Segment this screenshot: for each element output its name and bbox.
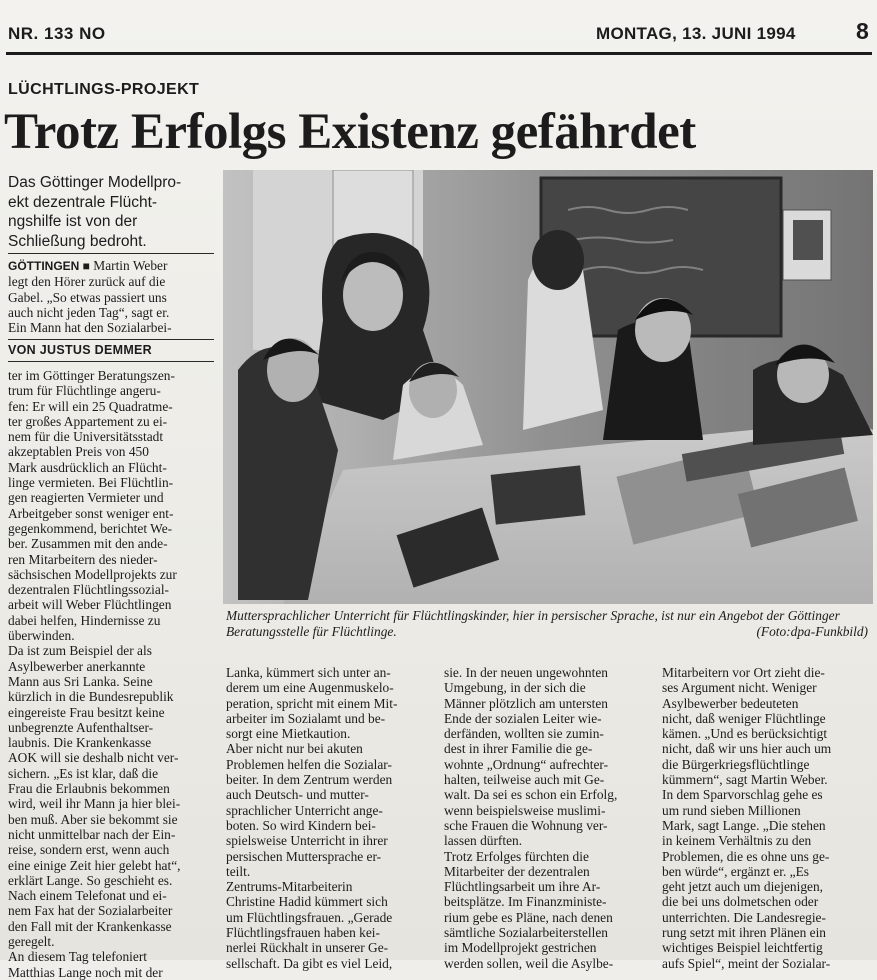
text-line: nem für die Universitätsstadt xyxy=(8,429,164,445)
text-line: linge vermieten. Bei Flüchtlin- xyxy=(8,475,174,491)
text-line: den Fall mit der Krankenkasse xyxy=(8,918,172,934)
text-line: Arbeitgeber sonst weniger ent- xyxy=(8,505,174,521)
lead-paragraph xyxy=(8,258,214,335)
text-line: um Flüchtlingsfrauen. „Gerade xyxy=(226,909,393,925)
text-line: ben muß. Aber sie bekommt sie xyxy=(8,811,178,827)
text-line: halten, teilweise auch mit Ge- xyxy=(444,772,605,788)
text-line: akzeptablen Preis von 450 xyxy=(8,444,149,460)
text-line: unterrichten. Die Landesregie- xyxy=(662,909,826,925)
text-line: teilt. xyxy=(226,863,251,879)
text-line: die Bürgerkriegsflüchtlinge xyxy=(662,756,810,772)
lead-line: legt den Hörer zurück auf die xyxy=(8,274,166,290)
text-line: spielsweise Unterricht in ihrer xyxy=(226,833,388,849)
text-line: boten. So wird Kindern bei- xyxy=(226,817,376,833)
text-line: sämtliche Sozialarbeiterstellen xyxy=(444,925,608,941)
deck-rule xyxy=(8,253,214,254)
byline-rule-bottom xyxy=(8,361,214,362)
deck-line: ekt dezentrale Flücht- xyxy=(8,193,158,211)
text-line: Männer plötzlich am untersten xyxy=(444,695,608,711)
photo-credit: (Foto:dpa-Funkbild) xyxy=(756,624,868,639)
text-line: Trotz Erfolges fürchten die xyxy=(444,848,589,864)
text-line: Mark, sagt Lange. „Die stehen xyxy=(662,817,826,833)
text-line: persischen Muttersprache er- xyxy=(226,848,382,864)
text-column-2 xyxy=(226,665,436,971)
text-line: ter im Göttinger Beratungszen- xyxy=(8,368,175,383)
text-line: gen reagierten Vermieter und xyxy=(8,490,164,506)
text-line: Ende der sozialen Leiter wie- xyxy=(444,710,602,726)
text-line: Da ist zum Beispiel der als xyxy=(8,643,152,659)
text-line: werden sollen, weil die Asylbe- xyxy=(444,955,614,971)
text-line: In dem Sparvorschlag gehe es xyxy=(662,787,823,803)
text-line: Asylbewerber anerkannte xyxy=(8,658,146,674)
text-line: beitsplätze. Im Finanzministe- xyxy=(444,894,607,910)
text-line: beiter. In dem Zentrum werden xyxy=(226,772,393,788)
text-line: Mark ausdrücklich an Flücht- xyxy=(8,459,167,475)
text-line: in keinem Verhältnis zu den xyxy=(662,833,812,849)
text-line: Mann aus Sri Lanka. Seine xyxy=(8,673,153,689)
text-line: im Modellprojekt gestrichen xyxy=(444,940,597,956)
text-line: auch Deutsch- und mutter- xyxy=(226,787,369,803)
text-line: um rund sieben Millionen xyxy=(662,802,801,818)
text-line: nicht, daß wir uns hier auch um xyxy=(662,741,832,757)
text-line: geht jetzt auch um diejenigen, xyxy=(662,879,824,895)
text-line: gegenkommend, berichtet We- xyxy=(8,520,173,536)
text-line: die bei uns dolmetschen oder xyxy=(662,894,819,910)
text-line: ses Argument nicht. Weniger xyxy=(662,680,817,696)
text-line: Mitarbeiter der dezentralen xyxy=(444,863,590,879)
dateline: GÖTTINGEN ■ xyxy=(8,259,90,273)
text-line: sche Frauen die Wohnung ver- xyxy=(444,817,608,833)
text-line: Umgebung, in der sich die xyxy=(444,680,586,696)
text-line: wenn beispielsweise muslimi- xyxy=(444,802,606,818)
lead-line: Ein Mann hat den Sozialarbei- xyxy=(8,320,172,336)
text-line: Frau die Erlaubnis bekommen xyxy=(8,781,170,797)
text-line: reise, sondern erst, wenn auch xyxy=(8,842,170,858)
text-line: sichern. „Es ist klar, daß die xyxy=(8,765,159,781)
text-line: nem Fax hat der Sozialarbeiter xyxy=(8,903,173,919)
caption-text: Muttersprachlicher Unterricht für Flüchtlingskinder, hier in persischer Sprache, ist nur ein Angebot der Göttinger Beratungsstelle für Flüchtlinge. xyxy=(226,608,840,639)
text-line: peration, spricht mit einem Mit- xyxy=(226,695,398,711)
lead-line: Martin Weber xyxy=(93,258,168,273)
text-line: sächsischen Modellprojekts zur xyxy=(8,566,177,582)
text-line: rium gebe es Pläne, nach denen xyxy=(444,909,613,925)
text-line: nerlei Rückhalt in unserer Ge- xyxy=(226,940,389,956)
text-line: sprachlicher Unterricht ange- xyxy=(226,802,383,818)
deck-line: Schließung bedroht. xyxy=(8,232,147,250)
text-line: An diesem Tag telefoniert xyxy=(8,949,147,965)
photo-caption xyxy=(226,608,872,640)
text-line: Aber nicht nur bei akuten xyxy=(226,741,363,757)
text-line: rung setzt mit ihren Plänen ein xyxy=(662,925,826,941)
text-line: Problemen helfen die Sozialar- xyxy=(226,756,392,772)
byline: VON JUSTUS DEMMER xyxy=(8,343,153,357)
article-deck xyxy=(8,173,216,251)
text-line: dabei helfen, Hindernisse zu xyxy=(8,612,161,628)
text-line: wird, weil ihr Mann ja hier blei- xyxy=(8,796,181,812)
text-line: eine einige Zeit hier gelebt hat“, xyxy=(8,857,181,873)
text-line: Asylbewerber bedeuteten xyxy=(662,695,799,711)
text-column-4 xyxy=(662,665,872,971)
text-line: sellschaft. Da gibt es viel Leid, xyxy=(226,955,393,971)
byline-rule xyxy=(8,339,214,340)
text-line: dest in ihrer Familie die ge- xyxy=(444,741,593,757)
text-line: Mitarbeitern vor Ort zieht die- xyxy=(662,665,825,680)
text-line: kürzlich in die Bundesrepublik xyxy=(8,689,174,705)
text-line: derem um eine Augenmuskelo- xyxy=(226,680,394,696)
classroom-photo-illustration xyxy=(223,170,873,604)
text-line: nicht, daß weniger Flüchtlinge xyxy=(662,710,826,726)
text-column-3 xyxy=(444,665,654,971)
lead-line: auch nicht jeden Tag“, sagt er. xyxy=(8,304,170,320)
text-line: kümmern“, sagt Martin Weber. xyxy=(662,772,828,788)
text-line: Matthias Lange noch mit der xyxy=(8,964,163,980)
classroom-photo xyxy=(223,170,873,604)
text-line: Problemen, die es ohne uns ge- xyxy=(662,848,830,864)
text-line: eingereiste Frau besitzt keine xyxy=(8,704,165,720)
text-line: derfänden, wollten sie zumin- xyxy=(444,726,604,742)
lead-line: Gabel. „So etwas passiert uns xyxy=(8,289,167,305)
text-line: arbeit will Weber Flüchtlingen xyxy=(8,597,172,613)
text-line: ter großes Appartement zu ei- xyxy=(8,413,168,429)
text-line: walt. Da sei es schon ein Erfolg, xyxy=(444,787,618,803)
text-line: Nach einem Telefonat und ei- xyxy=(8,888,167,904)
text-line: sie. In der neuen ungewohnten xyxy=(444,665,608,680)
issue-number: NR. 133 NO xyxy=(8,24,106,43)
text-line: Lanka, kümmert sich unter an- xyxy=(226,665,391,680)
text-line: lassen dürften. xyxy=(444,833,523,849)
masthead xyxy=(0,18,877,52)
text-line: aufs Spiel“, meint der Sozialar- xyxy=(662,955,831,971)
text-line: AOK will sie deshalb nicht ver- xyxy=(8,750,179,766)
text-line: trum für Flüchtlinge angeru- xyxy=(8,383,161,399)
text-line: ben würde“, ergänzt er. „Es xyxy=(662,863,809,879)
text-line: fen: Er will ein 25 Quadratme- xyxy=(8,398,173,414)
text-line: Flüchtlingsarbeit um ihre Ar- xyxy=(444,879,601,895)
text-line: nicht unmittelbar nach der Ein- xyxy=(8,826,176,842)
issue-date: MONTAG, 13. JUNI 1994 xyxy=(596,24,796,43)
text-line: sorgt eine Mietkaution. xyxy=(226,726,351,742)
text-line: erklärt Lange. So geschieht es. xyxy=(8,872,173,888)
article-headline: Trotz Erfolgs Existenz gefährdet xyxy=(4,104,696,160)
deck-line: Das Göttinger Modellpro- xyxy=(8,174,182,191)
text-line: ren Mitarbeitern des nieder- xyxy=(8,551,158,567)
text-line: Christine Hadid kümmert sich xyxy=(226,894,388,910)
text-column-1 xyxy=(8,368,214,980)
text-line: unbegrenzte Aufenthaltser- xyxy=(8,719,154,735)
masthead-rule xyxy=(6,52,872,55)
text-line: überwinden. xyxy=(8,628,75,644)
text-line: geregelt. xyxy=(8,933,55,949)
text-line: Zentrums-Mitarbeiterin xyxy=(226,879,353,895)
text-line: arbeiter im Sozialamt und be- xyxy=(226,710,386,726)
deck-line: ngshilfe ist von der xyxy=(8,213,138,230)
text-line: ber. Zusammen mit den ande- xyxy=(8,536,168,552)
text-line: dezentralen Flüchtlingssozial- xyxy=(8,582,170,598)
article-kicker: LÜCHTLINGS-PROJEKT xyxy=(8,81,200,98)
text-line: wohnte „Ordnung“ aufrechter- xyxy=(444,756,609,772)
text-line: kämen. „Und es berücksichtigt xyxy=(662,726,828,742)
page-number: 8 xyxy=(856,18,869,44)
text-line: wichtiges Beispiel leichtfertig xyxy=(662,940,823,956)
text-line: Flüchtlingsfrauen haben kei- xyxy=(226,925,380,941)
text-line: laubnis. Die Krankenkasse xyxy=(8,735,152,751)
